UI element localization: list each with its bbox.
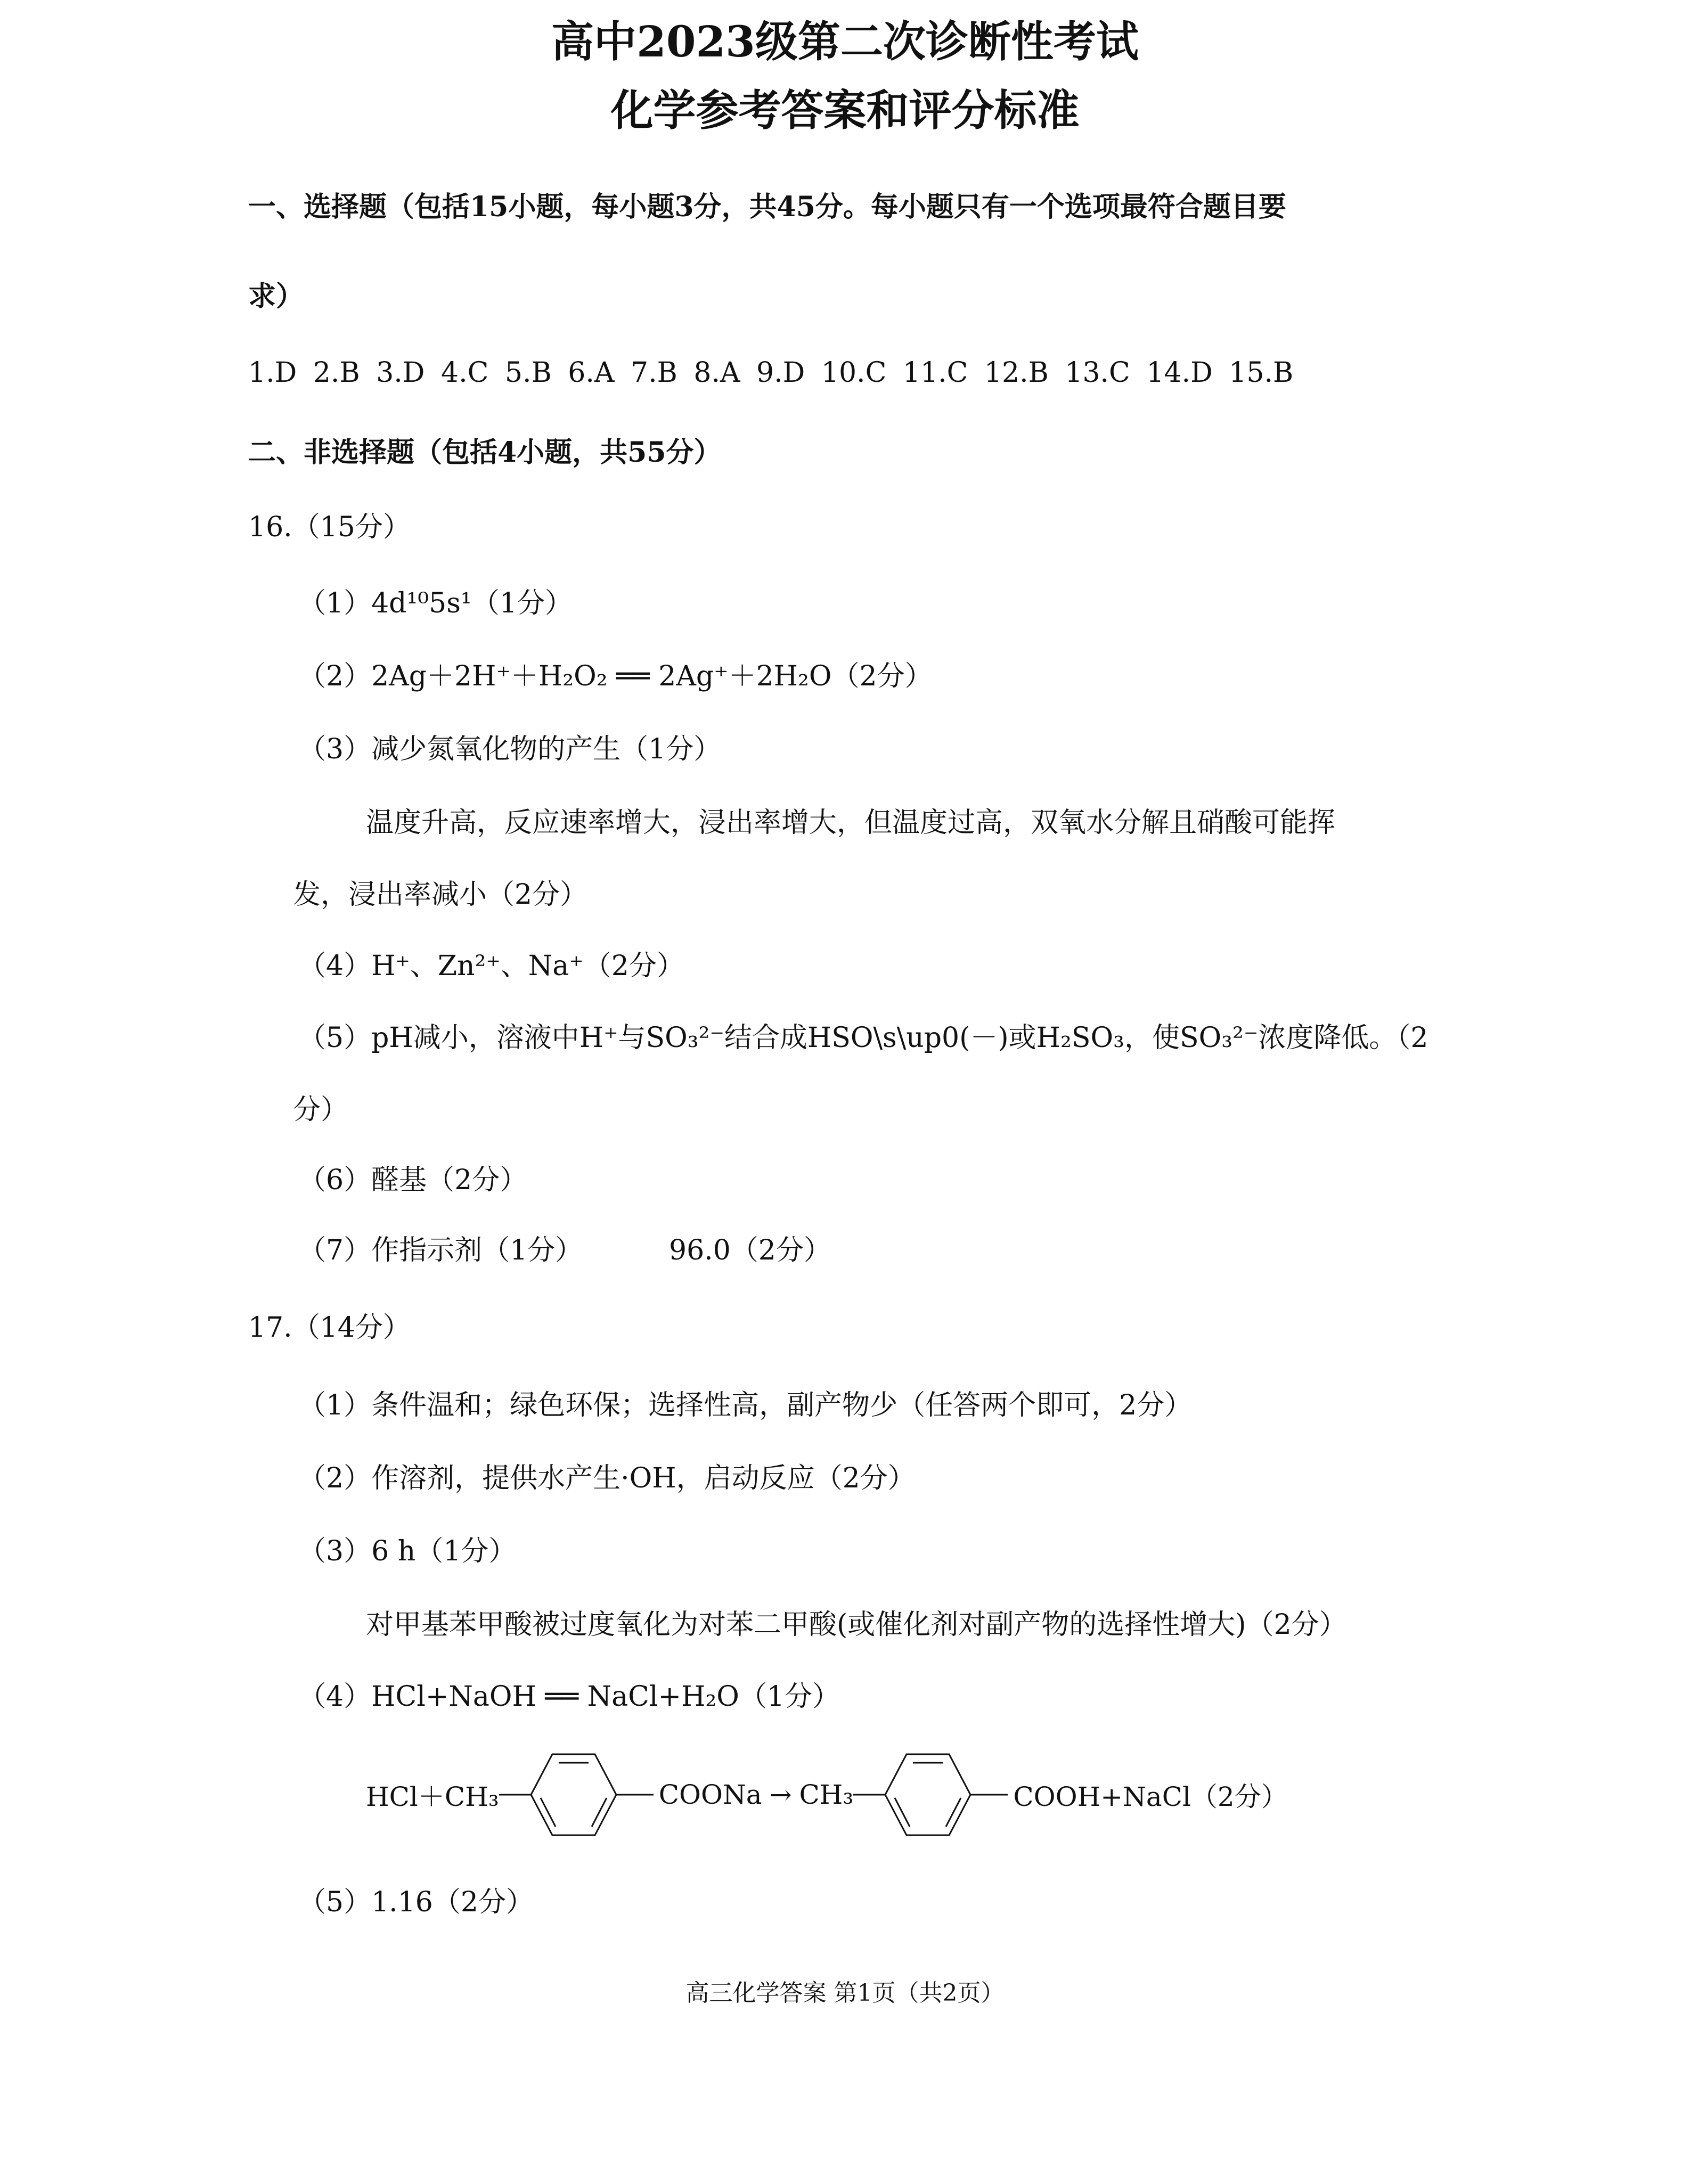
q17-p4: （4）HCl+NaOH ══ NaCl+H₂O（1分） (298, 1681, 840, 1713)
eq-mid: CH₃ (799, 1779, 854, 1810)
q16-p2: （2）2Ag＋2H⁺＋H₂O₂ ══ 2Ag⁺＋2H₂O（2分） (298, 660, 933, 692)
section1-heading-cont: 求） (248, 280, 304, 313)
q17-p5: （5）1.16（2分） (298, 1886, 534, 1918)
mc-answers: 1.D 2.B 3.D 4.C 5.B 6.A 7.B 8.A 9.D 10.C 11.C 12.B 13.C 14.D 15.B (248, 357, 1294, 389)
title-line-2: 化学参考答案和评分标准 (610, 85, 1080, 135)
q16-p5: （5）pH减小，溶液中H⁺与SO₃²⁻结合成HSO\s\up0(－)或H₂SO₃，使SO₃²⁻浓度降低。（2 (298, 1022, 1428, 1054)
q16-p1: （1）4d¹⁰5s¹（1分） (298, 587, 573, 619)
benzene-ring-icon (499, 1747, 659, 1843)
q17-p3-cont: 对甲基苯甲酸被过度氧化为对苯二甲酸(或催化剂对副产物的选择性增大)（2分） (366, 1609, 1347, 1641)
eq-group-1: COONa (658, 1779, 762, 1810)
q16-p7b: 96.0（2分） (669, 1234, 831, 1266)
eq-group-2: COOH+NaCl（2分） (1013, 1781, 1288, 1812)
q16-p3: （3）减少氮氧化物的产生（1分） (298, 733, 722, 765)
q16-p3-cont2: 发，浸出率减小（2分） (293, 879, 588, 911)
reaction-arrow: → (769, 1779, 792, 1810)
q16-p5-cont: 分） (293, 1094, 349, 1126)
benzene-ring-icon (853, 1747, 1013, 1843)
q16-header: 16.（15分） (248, 511, 411, 543)
section2-heading: 二、非选择题（包括4小题，共55分） (248, 436, 722, 469)
q16-p6: （6）醛基（2分） (298, 1164, 528, 1196)
q16-p3-cont1: 温度升高，反应速率增大，浸出率增大，但温度过高，双氧水分解且硝酸可能挥 (366, 807, 1336, 839)
reaction-equation (366, 1747, 1288, 1843)
q17-p2: （2）作溶剂，提供水产生·OH，启动反应（2分） (298, 1462, 916, 1494)
q17-p3: （3）6 h（1分） (298, 1535, 517, 1567)
page-footer: 高三化学答案 第1页（共2页） (685, 1979, 1005, 2007)
q17-header: 17.（14分） (248, 1312, 411, 1344)
q17-p1: （1）条件温和；绿色环保；选择性高，副产物少（任答两个即可，2分） (298, 1389, 1193, 1421)
title-line-1: 高中2023级第二次诊断性考试 (551, 17, 1139, 67)
q16-p4: （4）H⁺、Zn²⁺、Na⁺（2分） (298, 950, 684, 982)
q16-p7a: （7）作指示剂（1分） (298, 1234, 583, 1266)
eq-left: HCl＋CH₃ (366, 1781, 499, 1812)
section1-heading: 一、选择题（包括15小题，每小题3分，共45分。每小题只有一个选项最符合题目要 (248, 191, 1286, 223)
